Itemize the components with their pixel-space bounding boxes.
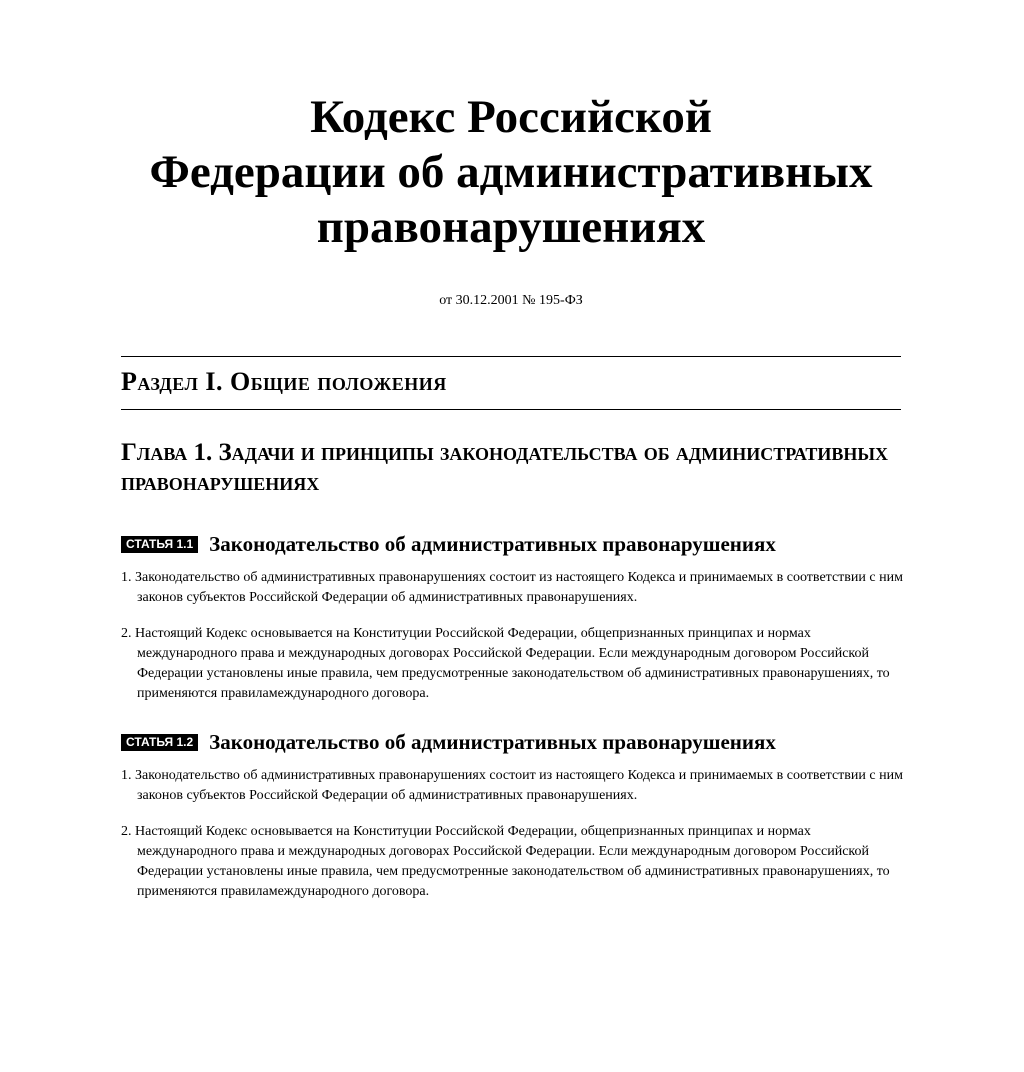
list-item: 2. Настоящий Кодекс основывается на Конституции Российской Федерации, общепризнанных принципах и нормах международного права и международных договорах Российской Федерации. Если международным договором Российской Федерации установлены иные правила, чем предусмотренные законодательством об административных правонарушениях, то применяются правиламеждународного договора. <box>121 626 890 701</box>
article-title: Законодательство об административных правонарушениях <box>209 729 776 754</box>
title-line: правонарушениях <box>316 201 706 253</box>
divider <box>121 356 901 357</box>
document-title <box>121 90 901 255</box>
article-header <box>121 530 911 558</box>
article-badge: СТАТЬЯ 1.1 <box>121 536 198 553</box>
article-1-2 <box>121 728 911 918</box>
list-item: 2. Настоящий Кодекс основывается на Конституции Российской Федерации, общепризнанных принципах и нормах международного права и международных договорах Российской Федерации. Если международным договором Российской Федерации установлены иные правила, чем предусмотренные законодательством об административных правонарушениях, то применяются правиламеждународного договора. <box>121 824 890 899</box>
section-heading: Раздел I. Общие положения <box>121 367 447 396</box>
list-item: 1. Законодательство об административных правонарушениях состоит из настоящего Кодекса и принимаемых в соответствии с ним законов субъектов Российской Федерации об административных правонарушениях. <box>121 768 903 803</box>
chapter-heading: Глава 1. Задачи и принципы законодательства об административных правонарушениях <box>121 439 889 496</box>
article-items <box>121 766 911 902</box>
title-line: Кодекс Российской <box>310 91 712 143</box>
article-badge: СТАТЬЯ 1.2 <box>121 734 198 751</box>
list-item: 1. Законодательство об административных правонарушениях состоит из настоящего Кодекса и принимаемых в соответствии с ним законов субъектов Российской Федерации об административных правонарушениях. <box>121 570 903 605</box>
article-1-1 <box>121 530 911 720</box>
article-header <box>121 728 911 756</box>
divider <box>121 409 901 410</box>
article-title: Законодательство об административных правонарушениях <box>209 531 776 556</box>
title-line: Федерации об административных <box>149 146 873 198</box>
document-date: от 30.12.2001 № 195-ФЗ <box>439 293 583 308</box>
article-items <box>121 568 911 704</box>
